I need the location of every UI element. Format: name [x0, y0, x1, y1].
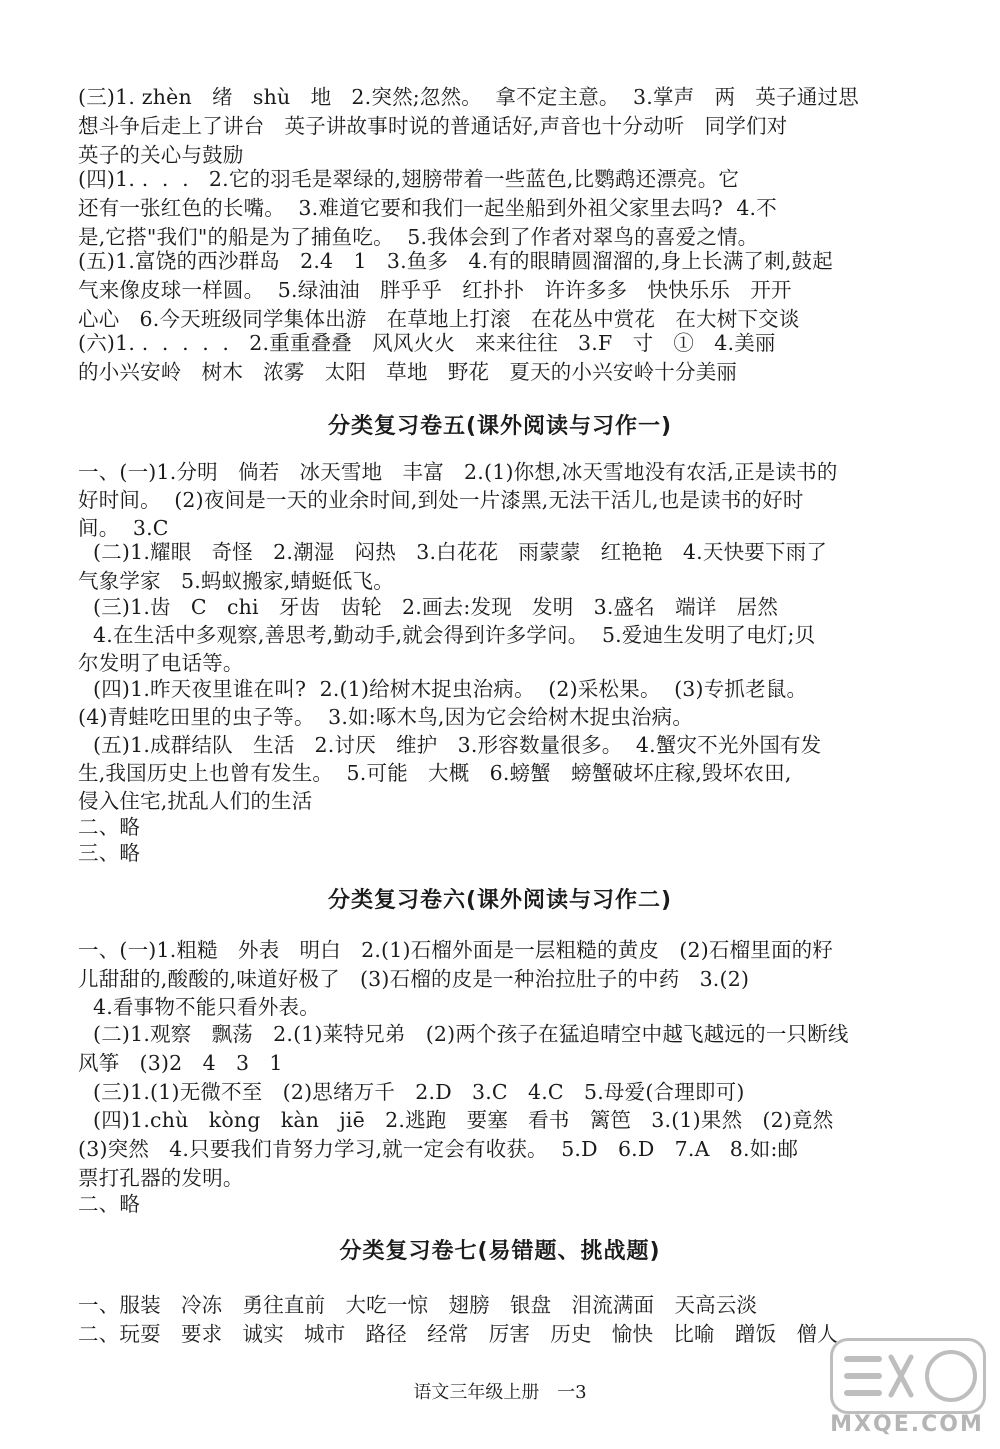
text-line: (三)1. zhèn 绪 shù 地 2.突然;忽然。 拿不定主意。 3.掌声 两 英子通过思 [78, 85, 859, 109]
text-line: (三)1.(1)无微不至 (2)思绪万千 2.D 3.C 4.C 5.母爱(合理即可) [93, 1080, 745, 1104]
text-line: 好时间。 (2)夜间是一天的业余时间,到处一片漆黑,无法干活儿,也是读书的好时 [78, 488, 804, 512]
text-line: 气来像皮球一样圆。 5.绿油油 胖乎乎 红扑扑 许许多多 快快乐乐 开开 [78, 278, 792, 302]
text-line: 想斗争后走上了讲台 英子讲故事时说的普通话好,声音也十分动听 同学们对 [78, 114, 788, 138]
text-line: 二、略 [78, 815, 141, 839]
footer-title: 语文三年级上册 [413, 1382, 540, 1403]
watermark-logo-frame [830, 1338, 986, 1414]
text-line: 生,我国历史上也曾有发生。 5.可能 大概 6.螃蟹 螃蟹破坏庄稼,毁坏农田, [78, 761, 792, 785]
text-line: (3)突然 4.只要我们肯努力学习,就一定会有收获。 5.D 6.D 7.A 8.如:邮 [78, 1137, 799, 1161]
text-line: (六)1. . . . . . 2.重重叠叠 风风火火 来来往往 3.F 寸 ① 4.美丽 [78, 331, 776, 355]
watermark-url: MXQE.COM [830, 1412, 984, 1437]
text-line: (五)1.成群结队 生活 2.讨厌 维护 3.形容数量很多。 4.蟹灾不光外国有发 [93, 733, 822, 757]
text-line: 侵入住宅,扰乱人们的生活 [78, 789, 313, 813]
text-line: 还有一张红色的长嘴。 3.难道它要和我们一起坐船到外祖父家里去吗? 4.不 [78, 196, 777, 220]
text-line: 间。 3.C [78, 516, 169, 540]
text-line: 一、服装 冷冻 勇往直前 大吃一惊 翅膀 银盘 泪流满面 天高云淡 [78, 1293, 758, 1317]
text-line: 二、略 [78, 1192, 141, 1216]
watermark-logo-icon [833, 1341, 983, 1411]
text-line: 气象学家 5.蚂蚁搬家,蜻蜓低飞。 [78, 569, 394, 593]
text-line: 英子的关心与鼓励 [78, 143, 244, 167]
text-line: 的小兴安岭 树木 浓雾 太阳 草地 野花 夏天的小兴安岭十分美丽 [78, 360, 738, 384]
text-line: (二)1.耀眼 奇怪 2.潮湿 闷热 3.白花花 雨蒙蒙 红艳艳 4.天快要下雨了 [93, 540, 828, 564]
text-line: 尔发明了电话等。 [78, 651, 244, 675]
text-line: (四)1.昨天夜里谁在叫? 2.(1)给树木捉虫治病。 (2)采松果。 (3)专抓老鼠。 [93, 677, 808, 701]
text-line: 三、略 [78, 841, 141, 865]
section-title: 分类复习卷五(课外阅读与习作一) [327, 414, 673, 439]
text-line: (四)1. . . . 2.它的羽毛是翠绿的,翅膀带着一些蓝色,比鹦鹉还漂亮。它 [78, 167, 740, 191]
text-line: 4.看事物不能只看外表。 [93, 995, 320, 1019]
text-line: (三)1.齿 C chi 牙齿 齿轮 2.画去:发现 发明 3.盛名 端详 居然 [93, 595, 779, 619]
text-line: (五)1.富饶的西沙群岛 2.4 1 3.鱼多 4.有的眼睛圆溜溜的,身上长满了刺,鼓起 [78, 249, 833, 273]
text-line: (四)1.chù kòng kàn jiē 2.逃跑 要塞 看书 篱笆 3.(1)果然 (2)竟然 [93, 1108, 834, 1132]
text-line: (二)1.观察 飘荡 2.(1)莱特兄弟 (2)两个孩子在猛追晴空中越飞越远的一只断线 [93, 1022, 849, 1046]
text-line: 风筝 (3)2 4 3 1 [78, 1051, 283, 1075]
text-line: 儿甜甜的,酸酸的,味道好极了 (3)石榴的皮是一种治拉肚子的中药 3.(2) [78, 967, 750, 991]
text-line: 一、(一)1.分明 倘若 冰天雪地 丰富 2.(1)你想,冰天雪地没有农活,正是读书的 [78, 460, 838, 484]
text-line: 4.在生活中多观察,善思考,勤动手,就会得到许多学问。 5.爱迪生发明了电灯;贝 [93, 623, 816, 647]
section-title: 分类复习卷六(课外阅读与习作二) [327, 888, 673, 913]
text-line: 二、玩耍 要求 诚实 城市 路径 经常 厉害 历史 愉快 比喻 蹭饭 僧人 [78, 1322, 838, 1346]
text-line: (4)青蛙吃田里的虫子等。 3.如:啄木鸟,因为它会给树木捉虫治病。 [78, 705, 694, 729]
page-number: 一3 [557, 1382, 587, 1403]
text-line: 一、(一)1.粗糙 外表 明白 2.(1)石榴外面是一层粗糙的黄皮 (2)石榴里面的籽 [78, 938, 834, 962]
text-line: 是,它搭"我们"的船是为了捕鱼吃。 5.我体会到了作者对翠鸟的喜爱之情。 [78, 225, 759, 249]
text-line: 票打孔器的发明。 [78, 1166, 244, 1190]
watermark-logo [822, 1338, 992, 1446]
section-title: 分类复习卷七(易错题、挑战题) [339, 1239, 661, 1264]
text-line: 心心 6.今天班级同学集体出游 在草地上打滚 在花丛中赏花 在大树下交谈 [78, 307, 800, 331]
